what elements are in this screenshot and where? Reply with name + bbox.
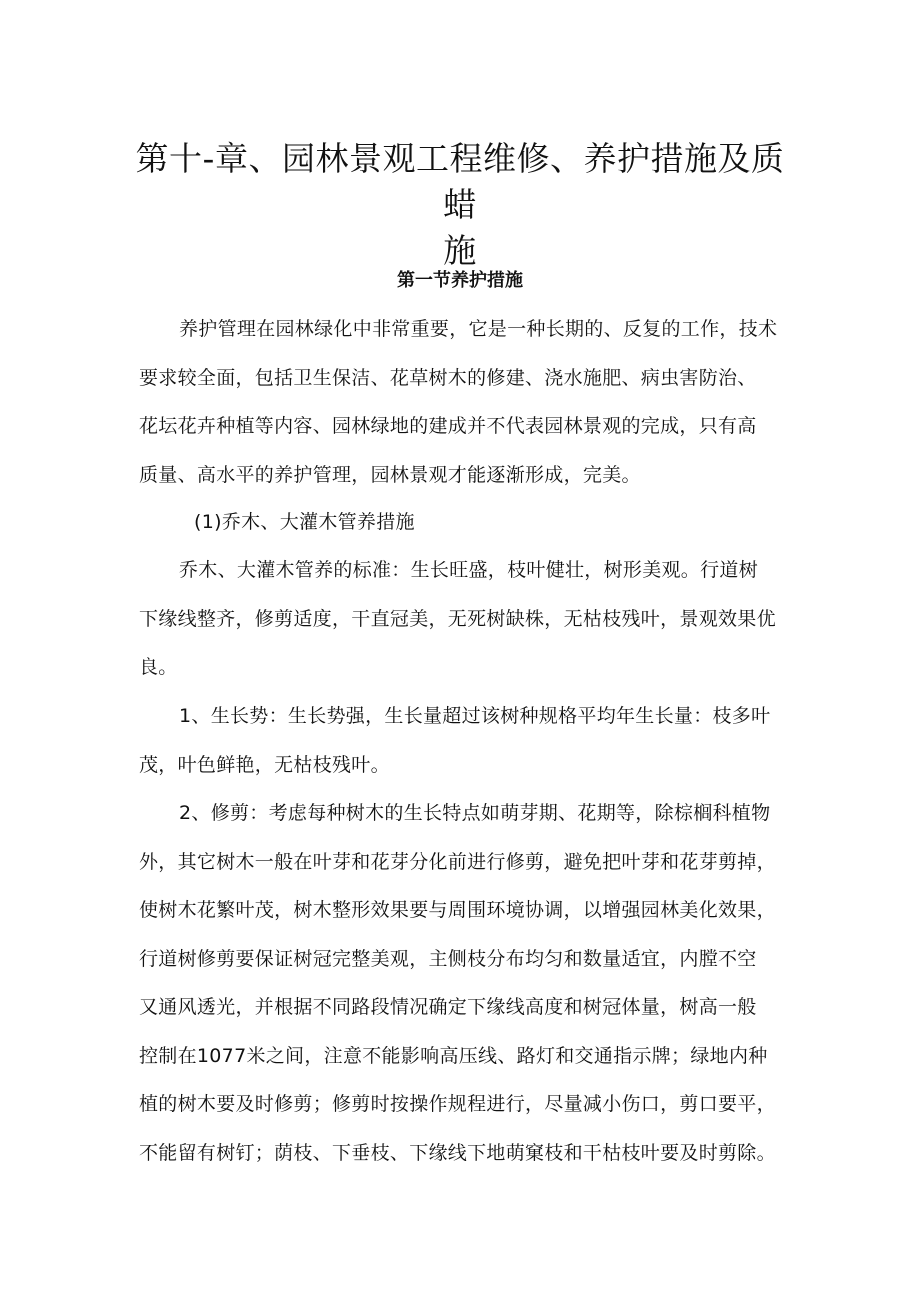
paragraph-line: 控制在1077米之间，注意不能影响高压线、路灯和交通指示牌；绿地内种 — [139, 1044, 768, 1067]
paragraph-line: 1、生长势：生长势强，生长量超过该树种规格平均年生长量：枝多叶 — [179, 705, 771, 727]
paragraph-line: 乔木、大灌木管养的标准：生长旺盛，枝叶健壮，树形美观。行道树 — [179, 559, 759, 581]
chapter-title-line-2: 施 — [443, 231, 477, 270]
paragraph-line: 下缘线整齐，修剪适度，干直冠美，无死树缺株，无枯枝残叶，景观效果优 — [139, 607, 776, 630]
section-heading: 第一节养护措施 — [397, 270, 523, 291]
paragraph-line: 质量、高水平的养护管理，园林景观才能逐渐形成，完美。 — [139, 463, 641, 486]
paragraph-standard — [139, 546, 789, 692]
paragraph-line: 要求较全面，包括卫生保洁、花草树木的修建、浇水施肥、病虫害防治、 — [139, 366, 757, 389]
paragraph-line: 良。 — [139, 656, 178, 678]
paragraph-line: 2、修剪：考虑每种树木的生长特点如萌芽期、花期等，除棕榈科植物 — [179, 802, 771, 824]
paragraph-line: 行道树修剪要保证树冠完整美观，主侧枝分布均匀和数量适宜，内膛不空 — [139, 947, 757, 970]
paragraph-line: 外，其它树木一般在叶芽和花芽分化前进行修剪，避免把叶芽和花芽剪掉， — [139, 850, 776, 873]
subsection-heading — [139, 498, 789, 547]
paragraph-item-1 — [139, 692, 789, 789]
paragraph-intro — [139, 305, 789, 499]
paragraph-line: 花坛花卉种植等内容、园林绿地的建成并不代表园林景观的完成，只有高 — [139, 415, 757, 437]
paragraph-item-2 — [139, 789, 789, 1177]
chapter-title — [130, 136, 790, 274]
subsection-heading-text: (1)乔木、大灌木管养措施 — [194, 511, 415, 533]
paragraph-line: 养护管理在园林绿化中非常重要，它是一种长期的、反复的工作，技术 — [179, 318, 778, 340]
paragraph-line: 植的树木要及时修剪；修剪时按操作规程进行，尽量减小伤口，剪口要平， — [139, 1093, 776, 1115]
paragraph-line: 茂，叶色鲜艳，无枯枝残叶。 — [139, 753, 390, 776]
chapter-title-line-1: 第十-章、园林景观工程维修、养护措施及质蜡 — [135, 139, 785, 224]
paragraph-line: 使树木花繁叶茂，树木整形效果要与周围环境协调，以增强园林美化效果， — [139, 899, 776, 921]
paragraph-line: 不能留有树钉；荫枝、下垂枝、下缘线下地萌窠枝和干枯枝叶要及时剪除。 — [139, 1141, 776, 1164]
paragraph-line: 又通风透光，并根据不同路段情况确定下缘线高度和树冠体量，树高一般 — [139, 996, 757, 1018]
